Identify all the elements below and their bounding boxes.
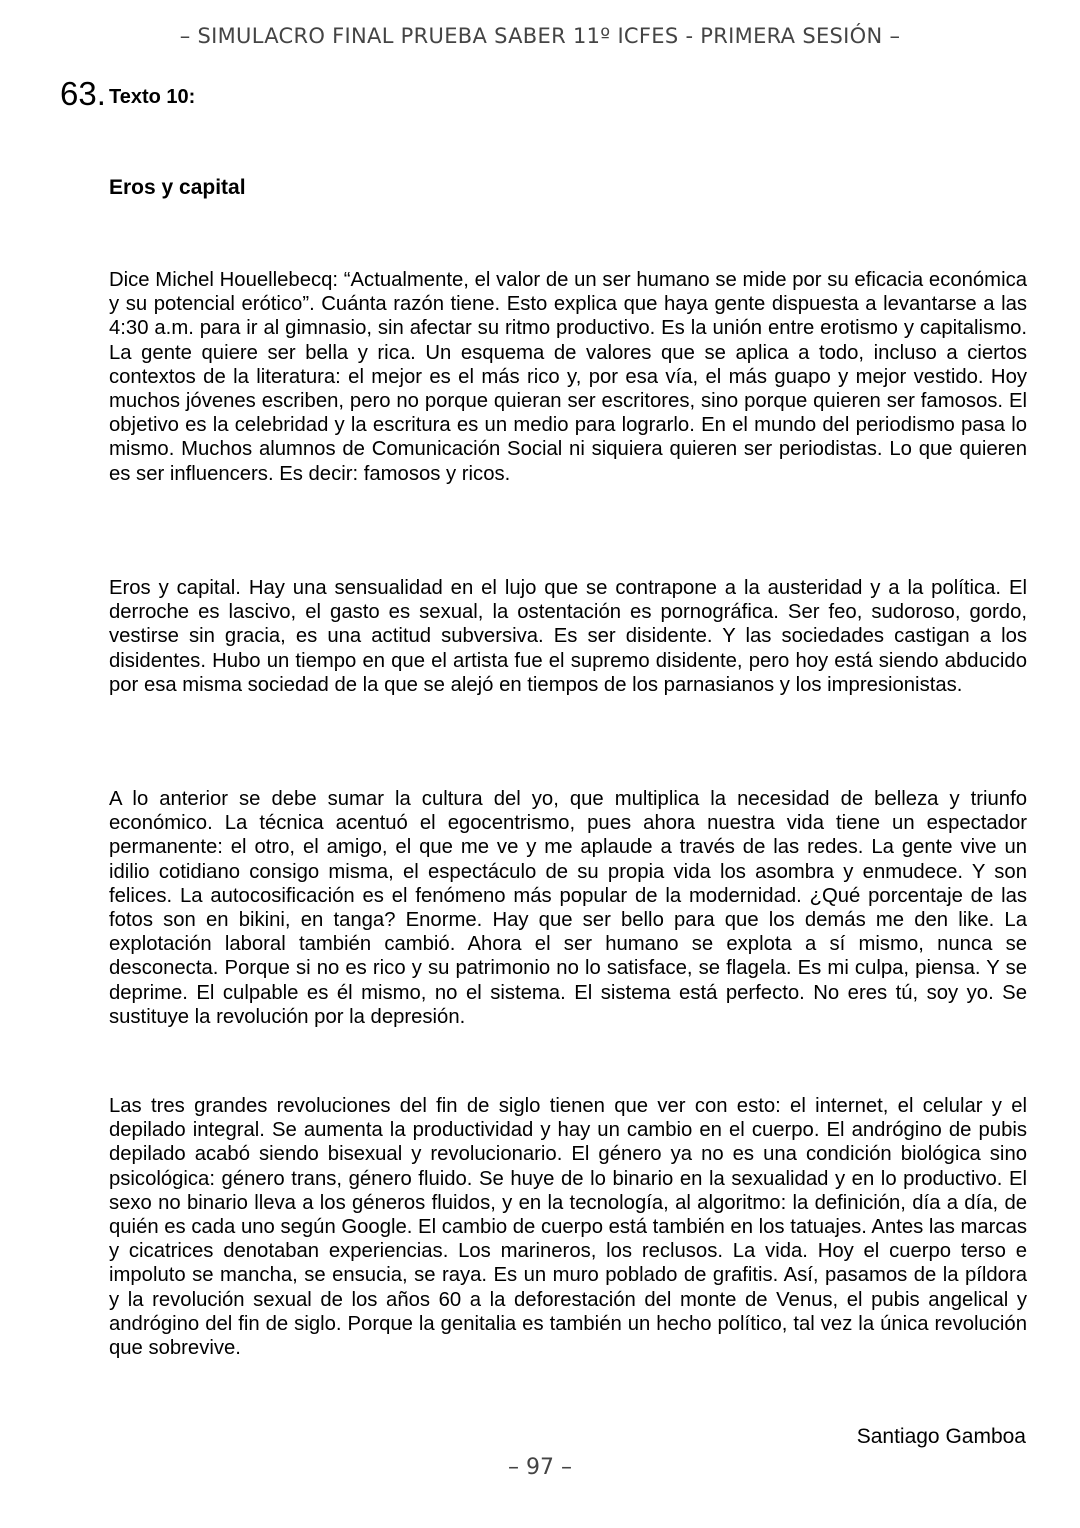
article-paragraph-4: Las tres grandes revoluciones del fin de siglo tienen que ver con esto: el internet, el celular y el depilado integral. Se aumenta la productividad y hay un cambio en el cuerpo. El andrógino de pubis depilado acabó siendo bisexual y revolucionario. El género ya no es una condición biológica sino psicológica: género trans, género fluido. Se huye de lo binario en la sexualidad y en lo productivo. El sexo no binario lleva a los géneros fluidos, y en la tecnología, al algoritmo: la definición, día a día, de quién es cada uno según Google. El cambio de cuerpo está también en los tatuajes. Antes las marcas y cicatrices denotaban experiencias. Los marineros, los reclusos. La vida. Hoy el cuerpo terso e impoluto se mancha, se ensucia, se raya. Es un muro poblado de grafitis. Así, pasamos de la píldora y la revolución sexual de los años 60 a la deforestación del monte de Venus, el pubis angelical y andrógino del fin de siglo. Porque la genitalia es también un hecho político, tal vez la única revolución que sobrevive. <box>109 1095 1027 1360</box>
article-paragraph-2: Eros y capital. Hay una sensualidad en el lujo que se contrapone a la austeridad y a la política. El derroche es lascivo, el gasto es sexual, la ostentación es pornográfica. Ser feo, sudoroso, gordo, vestirse sin gracia, es una actitud subversiva. Es ser disidente. Y las sociedades castigan a los disidentes. Hubo un tiempo en que el artista fue el supremo disidente, pero hoy está siendo abducido por esa misma sociedad de la que se alejó en tiempos de los parnasianos y los impresionistas. <box>109 577 1027 696</box>
text-label: Texto 10: <box>109 86 196 108</box>
article-paragraph-3: A lo anterior se debe sumar la cultura del yo, que multiplica la necesidad de belleza y triunfo económico. La técnica acentuó el egocentrismo, pues ahora nuestra vida tiene un espectador permanente: el otro, el amigo, el que me ve y me aplaude a través de las redes. La gente vive un idilio cotidiano consigo misma, el espectáculo de su propia vida los asombra y enmudece. Y son felices. La autocosificación es el fenómeno más popular de la modernidad. ¿Qué porcentaje de las fotos son en bikini, en tanga? Enorme. Hay que ser bello para que los demás me den like. La explotación laboral también cambió. Ahora el ser humano se explota a sí mismo, nunca se desconecta. Porque si no es rico y su patrimonio no lo satisface, se flagela. Es mi culpa, piensa. Y se deprime. El culpable es él mismo, no el sistema. El sistema está perfecto. No eres tú, soy yo. Se sustituye la revolución por la depresión. <box>109 788 1027 1028</box>
page-header: – SIMULACRO FINAL PRUEBA SABER 11º ICFES - PRIMERA SESIÓN – <box>179 24 901 48</box>
article-paragraph-1: Dice Michel Houellebecq: “Actualmente, el valor de un ser humano se mide por su eficacia económica y su potencial erótico”. Cuánta razón tiene. Esto explica que haya gente dispuesta a levantarse a las 4:30 a.m. para ir al gimnasio, sin afectar su ritmo productivo. Es la unión entre erotismo y capitalismo. La gente quiere ser bella y rica. Un esquema de valores que se aplica a todo, incluso a ciertos contextos de la literatura: el mejor es el más rico y, por esa vía, el más guapo y mejor vestido. Hoy muchos jóvenes escriben, pero no porque quieran ser escritores, sino porque quieren ser famosos. El objetivo es la celebridad y la escritura es un medio para lograrlo. En el mundo del periodismo pasa lo mismo. Muchos alumnos de Comunicación Social ni siquiera quieren ser periodistas. Lo que quieren es ser influencers. Es decir: famosos y ricos. <box>109 269 1027 485</box>
article-title: Eros y capital <box>109 176 246 199</box>
article-author: Santiago Gamboa <box>856 1425 1026 1448</box>
page-number: – 97 – <box>508 1455 572 1480</box>
question-number: 63. <box>60 75 106 112</box>
